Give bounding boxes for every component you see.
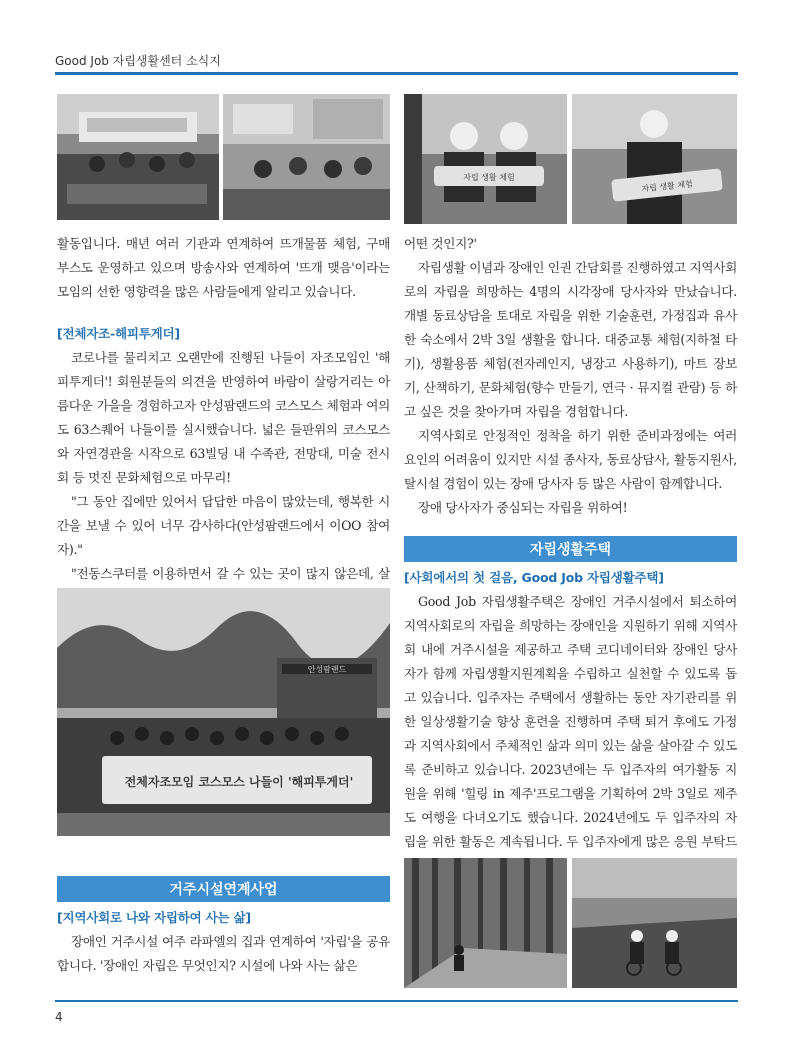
photo-caption-2: 자립 생활 체험 [641,179,694,194]
left-column-top [57,232,390,634]
right-column-bottom [404,566,737,878]
page-number: 4 [55,1010,63,1024]
farmland-sign-text: 안성팜랜드 [307,665,347,674]
paragraph: 지역사회로 안정적인 정착을 하기 위한 준비과정에는 여러 요인의 어려움이 있지만 시설 종사자, 동료상담사, 활동지원사, 탈시설 경험이 있는 장애 당사자 등 많은 사람이 함께합니다. [404,428,737,491]
section-title-first-step: [사회에서의 첫 걸음, Good Job 자립생활주택] [404,570,664,585]
photo-caption-1: 자립 생활 체험 [463,173,515,182]
continuation-text: 어떤 것인지?' [404,236,477,251]
photo-jeju-seaside [572,858,737,988]
newsletter-header: Good Job 자립생활센터 소식지 [55,54,221,68]
quote-paragraph: "전동스쿠터를 이용하면서 갈 수 있는 곳이 많지 않은데, 살 [71,566,390,581]
bottom-divider [55,1000,738,1002]
section-band-independent-housing: 자립생활주택 [404,536,737,562]
paragraph: 장애 당사자가 중심되는 자립을 위하여! [418,500,628,515]
paragraph: 자립생활 이념과 장애인 인권 간담회를 진행하였고 지역사회로의 자립을 희망하는 4명의 시각장애 당사자와 만났습니다. 개별 동료상담을 토대로 자립을 위한 기술훈련, 가정집과 유사한 숙소에서 2박 3일 생활을 합니다. 대중교통 체험(지하철 타기), 생활용품 체험(전자레인지, 냉장고 사용하기), 마트 장보기, 산책하기, 문화체험(향수 만들기, 연극 · 뮤지컬 관람) 등 하고 싶은 것을 찾아가며 자립을 경험합니다. [404,260,737,419]
quote-paragraph: "그 동안 집에만 있어서 답답한 마음이 많았는데, 행복한 시간을 보낼 수 있어 너무 감사하다(안성팜랜드에서 이OO 참여자)." [57,494,390,557]
photo-independent-living-2 [572,94,737,224]
group-photo-banner: 전체자조모임 코스모스 나들이 '해피투게더' [124,775,354,789]
photo-knitting-meeting [223,94,390,220]
photo-knitting-booth [57,94,219,220]
photo-independent-living-1 [404,94,567,224]
section-title-community: [지역사회로 나와 자립하여 사는 삶] [57,910,251,925]
paragraph: 장애인 거주시설 여주 라파엘의 집과 연계하여 '자립'을 공유합니다. '장애인 자립은 무엇인지? 시설에 나와 사는 삶은 [57,934,390,973]
paragraph: Good Job 자립생활주택은 장애인 거주시설에서 퇴소하여 지역사회로의 자립을 희망하는 장애인을 지원하기 위해 지역사회 내에 거주시설을 제공하고 주택 코디네이터와 장애인 당사자가 함께 자립생활지원계획을 수립하고 실천할 수 있도록 돕고 있습니다. 입주자는 주택에서 생활하는 동안 자기관리를 위한 일상생활기술 향상 훈련을 진행하며 주택 퇴거 후에도 가정과 지역사회에서 주체적인 삶과 의미 있는 삶을 살아갈 수 있도록 준비하고 있습니다. 2023년에는 두 입주자의 여가활동 지원을 위해 '힐링 in 제주'프로그램을 기획하여 2박 3일로 제주도 여행을 다녀오기도 했습니다. 2024년에도 두 입주자의 자립을 위한 활동은 계속됩니다. 두 입주자에게 많은 응원 부탁드 [404,594,737,849]
intro-paragraph: 활동입니다. 매년 여러 기관과 연계하여 뜨개물품 체험, 구매 부스도 운영하고 있으며 방송사와 연계하여 '뜨개 맺음'이라는 모임의 선한 영향력을 많은 사람들에게 알리고 있습니다. [57,236,390,299]
left-column-bottom [57,906,390,978]
paragraph: 코로나를 물리치고 오랜만에 진행된 나들이 자조모임인 '해피투게더'! 회원분들의 의견을 반영하여 바람이 살랑거리는 아름다운 가을을 경험하고자 안성팜랜드의 코스모스 체험과 여의도 63스퀘어 나들이를 실시했습니다. 넓은 들판위의 코스모스와 자연경관을 시작으로 63빌딩 내 수족관, 전망대, 미술 전시회 등 멋진 문화체험으로 마무리! [57,350,390,485]
right-column-top [404,232,737,520]
top-divider [55,72,738,75]
section-band-residential-facility: 거주시설연계사업 [57,876,390,902]
section-title-happy-together: [전체자조-해피투게더] [57,326,180,341]
photo-jeju-forest [404,858,567,988]
photo-cosmos-outing-group [57,588,390,836]
